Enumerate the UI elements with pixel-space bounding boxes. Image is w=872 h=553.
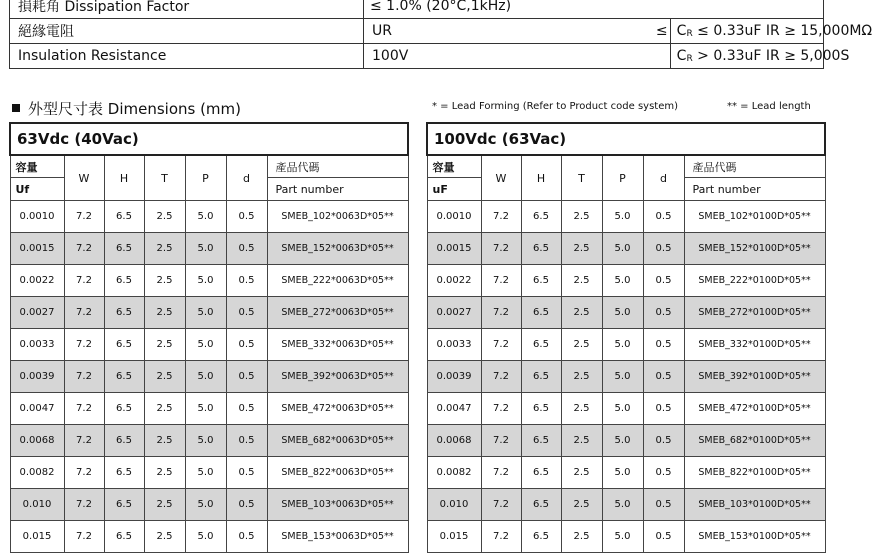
part-number-cell: SMEB_222*0100D*05** — [684, 265, 825, 297]
h-header: H — [521, 155, 561, 201]
capacitance-cell: 0.0068 — [427, 425, 481, 457]
w-cell: 7.2 — [481, 393, 521, 425]
lead-forming-note: * = Lead Forming (Refer to Product code system) — [432, 101, 679, 112]
p-cell: 5.0 — [185, 361, 226, 393]
capacitance-cell: 0.0082 — [427, 457, 481, 489]
part-number-cell: SMEB_222*0063D*05** — [267, 265, 408, 297]
capacity-unit-header: Uf — [10, 178, 64, 201]
table-row — [10, 457, 408, 489]
t-cell: 2.5 — [144, 521, 185, 553]
w-cell: 7.2 — [481, 521, 521, 553]
capacitance-cell: 0.0039 — [427, 361, 481, 393]
p-cell: 5.0 — [602, 489, 643, 521]
capacitance-cell: 0.0082 — [10, 457, 64, 489]
h-cell: 6.5 — [521, 329, 561, 361]
table-row — [10, 489, 408, 521]
part-number-cell: SMEB_332*0100D*05** — [684, 329, 825, 361]
dimension-table-100vdc — [426, 122, 826, 553]
t-cell: 2.5 — [561, 265, 602, 297]
t-cell: 2.5 — [561, 457, 602, 489]
part-number-header-zh: 產品代碼 — [684, 155, 825, 178]
d-cell: 0.5 — [226, 329, 267, 361]
w-cell: 7.2 — [481, 297, 521, 329]
h-cell: 6.5 — [521, 457, 561, 489]
w-cell: 7.2 — [64, 329, 104, 361]
h-cell: 6.5 — [521, 297, 561, 329]
part-number-cell: SMEB_103*0063D*05** — [267, 489, 408, 521]
spec-table — [9, 0, 872, 69]
h-cell: 6.5 — [104, 201, 144, 233]
w-cell: 7.2 — [64, 457, 104, 489]
part-number-cell: SMEB_272*0100D*05** — [684, 297, 825, 329]
insulation-condition-2: CR > 0.33uF IR ≥ 5,000S — [670, 44, 823, 69]
h-header: H — [104, 155, 144, 201]
t-header: T — [561, 155, 602, 201]
capacity-header-zh: 容量 — [427, 155, 481, 178]
table-row — [427, 361, 825, 393]
table-title: 63Vdc (40Vac) — [10, 123, 408, 155]
part-number-cell: SMEB_822*0100D*05** — [684, 457, 825, 489]
table-row — [10, 361, 408, 393]
w-cell: 7.2 — [64, 201, 104, 233]
d-cell: 0.5 — [643, 233, 684, 265]
h-cell: 6.5 — [104, 233, 144, 265]
h-cell: 6.5 — [521, 361, 561, 393]
capacity-unit-header: uF — [427, 178, 481, 201]
p-cell: 5.0 — [602, 233, 643, 265]
p-cell: 5.0 — [602, 265, 643, 297]
p-cell: 5.0 — [185, 489, 226, 521]
p-cell: 5.0 — [602, 425, 643, 457]
p-cell: 5.0 — [185, 201, 226, 233]
t-cell: 2.5 — [561, 361, 602, 393]
p-cell: 5.0 — [602, 201, 643, 233]
t-cell: 2.5 — [561, 393, 602, 425]
dissipation-row — [10, 0, 824, 19]
table-row — [427, 393, 825, 425]
table-title: 100Vdc (63Vac) — [427, 123, 825, 155]
part-number-header-en: Part number — [267, 178, 408, 201]
p-header: P — [602, 155, 643, 201]
table-row — [10, 233, 408, 265]
dimension-table-63vdc — [9, 122, 409, 553]
t-cell: 2.5 — [561, 425, 602, 457]
part-number-cell: SMEB_332*0063D*05** — [267, 329, 408, 361]
capacitance-cell: 0.0010 — [427, 201, 481, 233]
h-cell: 6.5 — [104, 329, 144, 361]
p-cell: 5.0 — [185, 457, 226, 489]
p-cell: 5.0 — [602, 521, 643, 553]
part-number-cell: SMEB_102*0063D*05** — [267, 201, 408, 233]
h-cell: 6.5 — [521, 265, 561, 297]
d-header: d — [643, 155, 684, 201]
d-cell: 0.5 — [643, 393, 684, 425]
table-row — [427, 265, 825, 297]
w-header: W — [481, 155, 521, 201]
part-number-cell: SMEB_272*0063D*05** — [267, 297, 408, 329]
p-cell: 5.0 — [185, 297, 226, 329]
table-row — [427, 457, 825, 489]
d-cell: 0.5 — [643, 521, 684, 553]
table-row — [427, 425, 825, 457]
capacitance-cell: 0.010 — [427, 489, 481, 521]
h-cell: 6.5 — [104, 393, 144, 425]
d-cell: 0.5 — [226, 425, 267, 457]
table-row — [10, 201, 408, 233]
w-cell: 7.2 — [64, 361, 104, 393]
t-cell: 2.5 — [144, 393, 185, 425]
p-cell: 5.0 — [602, 297, 643, 329]
table-row — [10, 521, 408, 553]
t-cell: 2.5 — [144, 233, 185, 265]
w-cell: 7.2 — [64, 489, 104, 521]
section-title: 外型尺寸表 Dimensions (mm) — [12, 98, 241, 119]
part-number-cell: SMEB_392*0100D*05** — [684, 361, 825, 393]
p-cell: 5.0 — [602, 329, 643, 361]
capacitance-cell: 0.0022 — [10, 265, 64, 297]
h-cell: 6.5 — [521, 393, 561, 425]
d-cell: 0.5 — [643, 297, 684, 329]
capacitance-cell: 0.0033 — [427, 329, 481, 361]
insulation-row-2 — [10, 44, 824, 69]
p-cell: 5.0 — [185, 233, 226, 265]
part-number-cell: SMEB_153*0063D*05** — [267, 521, 408, 553]
table-row — [427, 521, 825, 553]
d-cell: 0.5 — [643, 489, 684, 521]
d-cell: 0.5 — [226, 297, 267, 329]
h-cell: 6.5 — [521, 201, 561, 233]
d-cell: 0.5 — [226, 201, 267, 233]
capacitance-cell: 0.0015 — [10, 233, 64, 265]
part-number-cell: SMEB_682*0063D*05** — [267, 425, 408, 457]
table-row — [10, 425, 408, 457]
h-cell: 6.5 — [521, 489, 561, 521]
capacitance-cell: 0.010 — [10, 489, 64, 521]
part-number-cell: SMEB_392*0063D*05** — [267, 361, 408, 393]
h-cell: 6.5 — [104, 457, 144, 489]
table-row — [10, 265, 408, 297]
w-cell: 7.2 — [64, 393, 104, 425]
t-cell: 2.5 — [144, 329, 185, 361]
d-cell: 0.5 — [226, 233, 267, 265]
d-cell: 0.5 — [226, 361, 267, 393]
p-cell: 5.0 — [602, 457, 643, 489]
part-number-cell: SMEB_822*0063D*05** — [267, 457, 408, 489]
t-cell: 2.5 — [561, 329, 602, 361]
table-row — [10, 393, 408, 425]
d-cell: 0.5 — [643, 425, 684, 457]
part-number-cell: SMEB_102*0100D*05** — [684, 201, 825, 233]
h-cell: 6.5 — [521, 521, 561, 553]
capacitance-cell: 0.0022 — [427, 265, 481, 297]
w-cell: 7.2 — [481, 489, 521, 521]
w-cell: 7.2 — [64, 521, 104, 553]
le-symbol: ≤ — [517, 19, 670, 44]
d-cell: 0.5 — [643, 265, 684, 297]
w-cell: 7.2 — [481, 329, 521, 361]
t-cell: 2.5 — [561, 489, 602, 521]
part-number-header-en: Part number — [684, 178, 825, 201]
part-number-header-zh: 產品代碼 — [267, 155, 408, 178]
w-header: W — [64, 155, 104, 201]
rated-voltage-symbol: UR — [364, 19, 517, 44]
p-cell: 5.0 — [185, 265, 226, 297]
p-cell: 5.0 — [602, 361, 643, 393]
rated-voltage-value: 100V — [364, 44, 517, 69]
w-cell: 7.2 — [481, 361, 521, 393]
p-header: P — [185, 155, 226, 201]
t-cell: 2.5 — [561, 297, 602, 329]
p-cell: 5.0 — [185, 425, 226, 457]
d-cell: 0.5 — [226, 393, 267, 425]
w-cell: 7.2 — [481, 201, 521, 233]
capacitance-cell: 0.0039 — [10, 361, 64, 393]
h-cell: 6.5 — [521, 233, 561, 265]
p-cell: 5.0 — [602, 393, 643, 425]
table-row — [10, 329, 408, 361]
t-cell: 2.5 — [561, 201, 602, 233]
w-cell: 7.2 — [481, 457, 521, 489]
t-cell: 2.5 — [144, 489, 185, 521]
t-cell: 2.5 — [561, 233, 602, 265]
d-cell: 0.5 — [643, 201, 684, 233]
part-number-cell: SMEB_472*0100D*05** — [684, 393, 825, 425]
capacitance-cell: 0.0027 — [10, 297, 64, 329]
table-row — [10, 297, 408, 329]
w-cell: 7.2 — [481, 233, 521, 265]
t-cell: 2.5 — [144, 361, 185, 393]
part-number-cell: SMEB_153*0100D*05** — [684, 521, 825, 553]
dissipation-value: ≤ 1.0% (20°C,1kHz) — [364, 0, 824, 19]
w-cell: 7.2 — [64, 297, 104, 329]
insulation-label-en: Insulation Resistance — [10, 44, 364, 69]
bullet-square-icon — [12, 104, 20, 112]
h-cell: 6.5 — [104, 297, 144, 329]
capacitance-cell: 0.0047 — [10, 393, 64, 425]
part-number-cell: SMEB_682*0100D*05** — [684, 425, 825, 457]
h-cell: 6.5 — [104, 265, 144, 297]
part-number-cell: SMEB_103*0100D*05** — [684, 489, 825, 521]
d-cell: 0.5 — [643, 457, 684, 489]
h-cell: 6.5 — [521, 425, 561, 457]
d-header: d — [226, 155, 267, 201]
p-cell: 5.0 — [185, 329, 226, 361]
capacitance-cell: 0.0027 — [427, 297, 481, 329]
t-cell: 2.5 — [144, 457, 185, 489]
capacitance-cell: 0.0015 — [427, 233, 481, 265]
d-cell: 0.5 — [226, 521, 267, 553]
capacitance-cell: 0.015 — [10, 521, 64, 553]
t-header: T — [144, 155, 185, 201]
h-cell: 6.5 — [104, 361, 144, 393]
part-number-cell: SMEB_472*0063D*05** — [267, 393, 408, 425]
lead-length-note: ** = Lead length — [727, 101, 811, 112]
h-cell: 6.5 — [104, 425, 144, 457]
t-cell: 2.5 — [144, 265, 185, 297]
d-cell: 0.5 — [643, 361, 684, 393]
capacitance-cell: 0.0068 — [10, 425, 64, 457]
table-row — [427, 201, 825, 233]
insulation-row-1 — [10, 19, 824, 44]
t-cell: 2.5 — [144, 297, 185, 329]
w-cell: 7.2 — [64, 425, 104, 457]
w-cell: 7.2 — [481, 425, 521, 457]
table-row — [427, 297, 825, 329]
t-cell: 2.5 — [561, 521, 602, 553]
capacitance-cell: 0.015 — [427, 521, 481, 553]
d-cell: 0.5 — [226, 265, 267, 297]
insulation-label-zh: 絕緣電阻 — [10, 19, 364, 44]
t-cell: 2.5 — [144, 425, 185, 457]
w-cell: 7.2 — [64, 265, 104, 297]
part-number-cell: SMEB_152*0100D*05** — [684, 233, 825, 265]
table-row — [427, 233, 825, 265]
capacitance-cell: 0.0047 — [427, 393, 481, 425]
w-cell: 7.2 — [64, 233, 104, 265]
capacitance-cell: 0.0033 — [10, 329, 64, 361]
table-row — [427, 489, 825, 521]
capacity-header-zh: 容量 — [10, 155, 64, 178]
capacitance-cell: 0.0010 — [10, 201, 64, 233]
d-cell: 0.5 — [226, 457, 267, 489]
h-cell: 6.5 — [104, 489, 144, 521]
insulation-condition-1: CR ≤ 0.33uF IR ≥ 15,000MΩ — [670, 19, 823, 44]
t-cell: 2.5 — [144, 201, 185, 233]
p-cell: 5.0 — [185, 521, 226, 553]
w-cell: 7.2 — [481, 265, 521, 297]
h-cell: 6.5 — [104, 521, 144, 553]
d-cell: 0.5 — [226, 489, 267, 521]
part-number-cell: SMEB_152*0063D*05** — [267, 233, 408, 265]
table-row — [427, 329, 825, 361]
dissipation-label: 損耗角 Dissipation Factor — [10, 0, 364, 19]
p-cell: 5.0 — [185, 393, 226, 425]
d-cell: 0.5 — [643, 329, 684, 361]
